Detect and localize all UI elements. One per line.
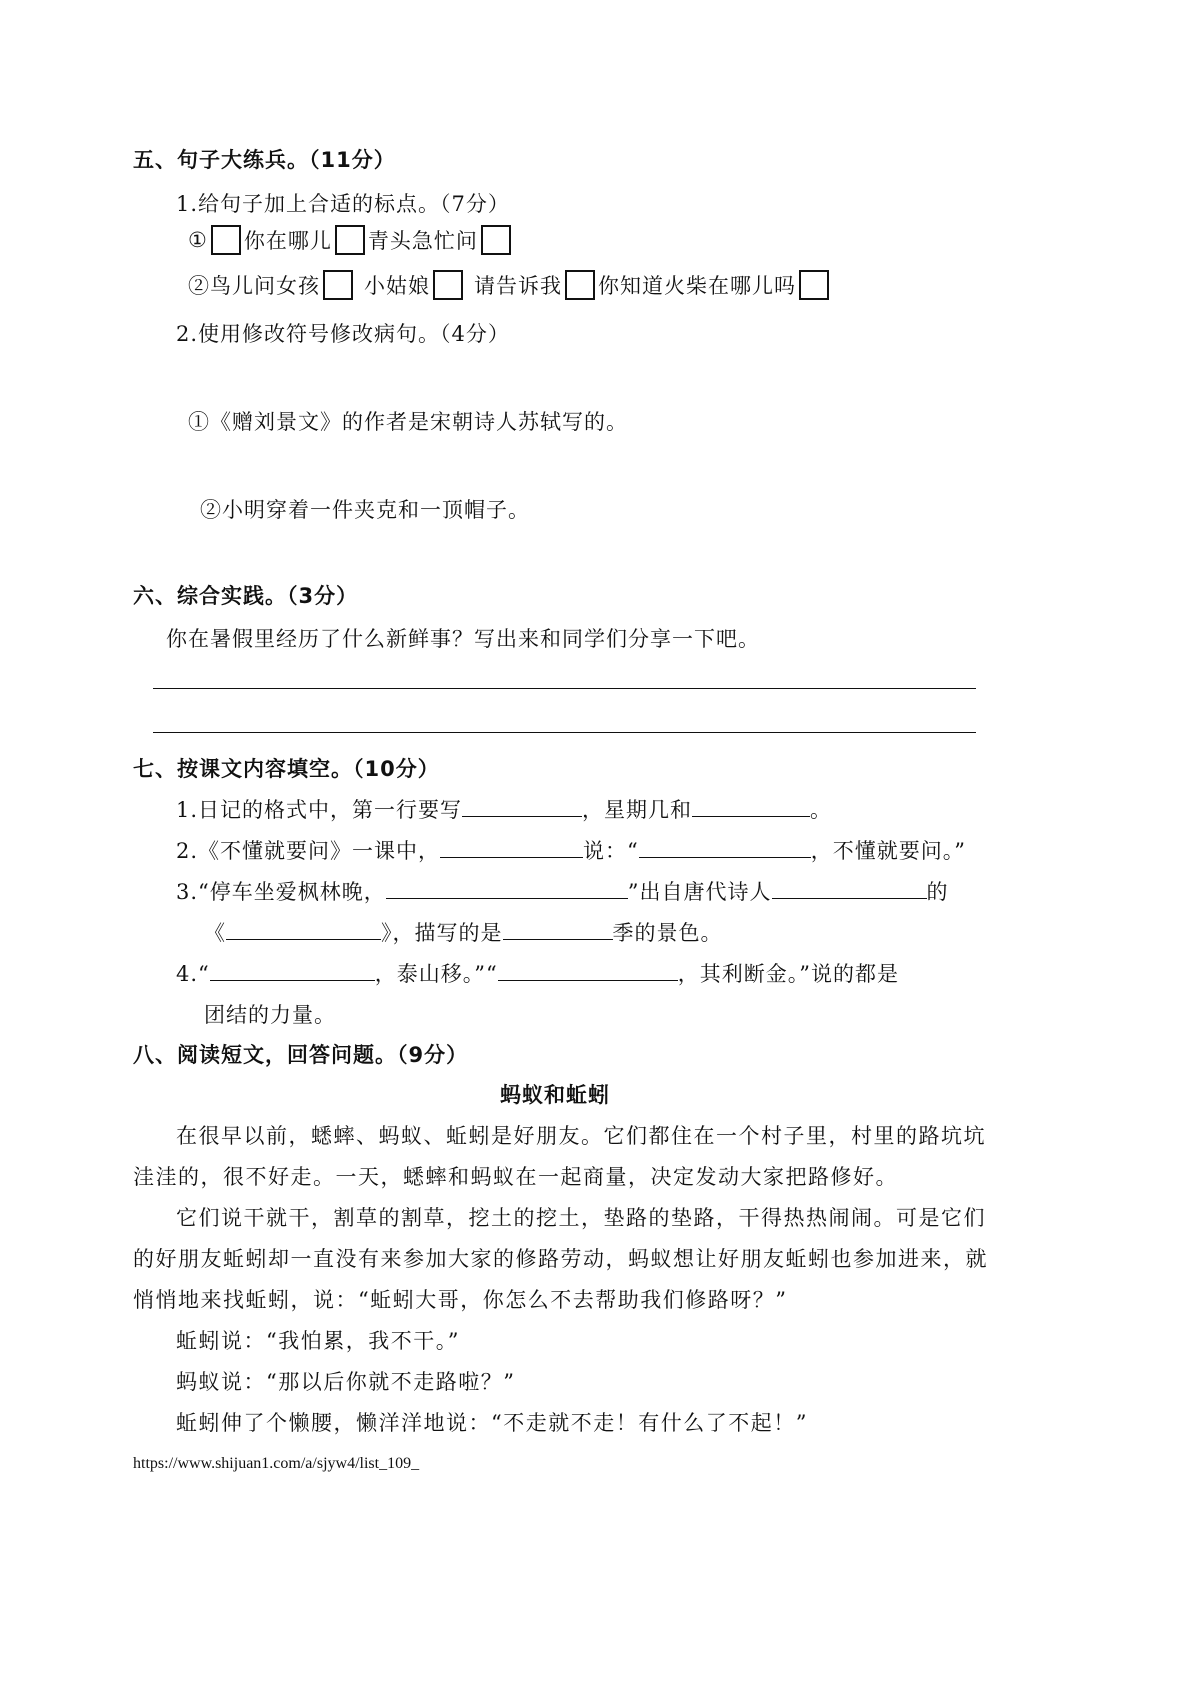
fill-blank[interactable]: [772, 876, 927, 899]
punctuation-box[interactable]: [433, 270, 463, 300]
question-text: 。: [810, 798, 833, 822]
section7-title: 七、按课文内容填空。（10分）: [133, 757, 440, 781]
question-text: ”出自唐代诗人: [627, 880, 772, 904]
story-paragraph-line: 的好朋友蚯蚓却一直没有来参加大家的修路劳动，蚂蚁想让好朋友蚯蚓也参加进来，就: [133, 1247, 988, 1271]
section6-prompt: 你在暑假里经历了什么新鲜事？写出来和同学们分享一下吧。: [166, 627, 760, 651]
fill-blank[interactable]: [386, 876, 628, 899]
story-paragraph-line: 蚂蚁说：“那以后你就不走路啦？”: [176, 1370, 516, 1394]
fill-blank[interactable]: [226, 917, 381, 940]
question-text: ，星期几和: [582, 798, 693, 822]
section7-q4-cont: 团结的力量。: [204, 1003, 336, 1027]
question-text: ，不懂就要问。”: [810, 839, 967, 863]
punctuation-box[interactable]: [799, 270, 829, 300]
sentence-fragment: 青头急忙问: [367, 229, 478, 253]
fill-blank[interactable]: [503, 917, 613, 940]
question-text: 的: [926, 880, 949, 904]
fill-blank[interactable]: [639, 835, 811, 858]
punctuation-box[interactable]: [211, 225, 241, 255]
section7-q4: [176, 958, 899, 988]
story-paragraph-line: 蚯蚓伸了个懒腰，懒洋洋地说：“不走就不走！有什么了不起！”: [176, 1411, 808, 1435]
question-text: ，其利断金。”说的都是: [677, 962, 900, 986]
section5-q1-sentence2: [188, 270, 832, 300]
section5-q2-sentence2: ②小明穿着一件夹克和一顶帽子。: [200, 498, 530, 522]
fill-blank[interactable]: [210, 958, 375, 981]
section5-q1-label: 1.给句子加上合适的标点。（7分）: [176, 192, 510, 216]
question-text: 》，描写的是: [381, 921, 503, 945]
section6-title: 六、综合实践。（3分）: [133, 584, 359, 608]
story-paragraph-line: 在很早以前，蟋蟀、蚂蚁、蚯蚓是好朋友。它们都住在一个村子里，村里的路坑坑: [176, 1124, 986, 1148]
sentence-fragment: ②鸟儿问女孩: [188, 274, 320, 298]
section8-title: 八、阅读短文，回答问题。（9分）: [133, 1043, 469, 1067]
section5-q2-sentence1: ①《赠刘景文》的作者是宋朝诗人苏轼写的。: [188, 410, 628, 434]
circled-one: ①: [188, 228, 208, 252]
punctuation-box[interactable]: [335, 225, 365, 255]
story-paragraph-line: 它们说干就干，割草的割草，挖土的挖土，垫路的垫路，干得热热闹闹。可是它们: [176, 1206, 986, 1230]
section5-q2-label: 2.使用修改符号修改病句。（4分）: [176, 322, 510, 346]
question-text: 3.“停车坐爱枫林晚，: [176, 880, 386, 904]
sentence-fragment: 你在哪儿: [243, 229, 332, 253]
section5-q1-sentence1: [188, 225, 514, 255]
sentence-fragment: 你知道火柴在哪儿吗: [598, 274, 796, 298]
question-text: 说：“: [583, 839, 639, 863]
punctuation-box[interactable]: [481, 225, 511, 255]
story-title: 蚂蚁和蚯蚓: [500, 1083, 610, 1107]
section7-q3-cont: [204, 917, 723, 947]
fill-blank[interactable]: [498, 958, 678, 981]
answer-line[interactable]: [153, 732, 976, 733]
question-text: 《: [204, 921, 226, 945]
story-paragraph-line: 蚯蚓说：“我怕累，我不干。”: [176, 1329, 460, 1353]
sentence-fragment: 小姑娘: [364, 274, 430, 298]
punctuation-box[interactable]: [323, 270, 353, 300]
fill-blank[interactable]: [462, 794, 582, 817]
sentence-fragment: 请告诉我: [474, 274, 562, 298]
question-text: 4.“: [176, 962, 210, 986]
question-text: 1.日记的格式中，第一行要写: [176, 798, 463, 822]
question-text: ，泰山移。”“: [374, 962, 498, 986]
footer-url[interactable]: https://www.shijuan1.com/a/sjyw4/list_109_: [133, 1455, 420, 1472]
story-paragraph-line: 悄悄地来找蚯蚓，说：“蚯蚓大哥，你怎么不去帮助我们修路呀？”: [133, 1288, 788, 1312]
section7-q1: [176, 794, 832, 824]
section7-q2: [176, 835, 966, 865]
story-paragraph-line: 洼洼的，很不好走。一天，蟋蟀和蚂蚁在一起商量，决定发动大家把路修好。: [133, 1165, 898, 1189]
section7-q3: [176, 876, 949, 906]
fill-blank[interactable]: [692, 794, 810, 817]
section5-title: 五、句子大练兵。（11分）: [133, 148, 396, 172]
punctuation-box[interactable]: [565, 270, 595, 300]
fill-blank[interactable]: [440, 835, 583, 858]
answer-line[interactable]: [153, 688, 976, 689]
question-text: 季的景色。: [612, 921, 723, 945]
question-text: 2.《不懂就要问》一课中，: [176, 839, 441, 863]
